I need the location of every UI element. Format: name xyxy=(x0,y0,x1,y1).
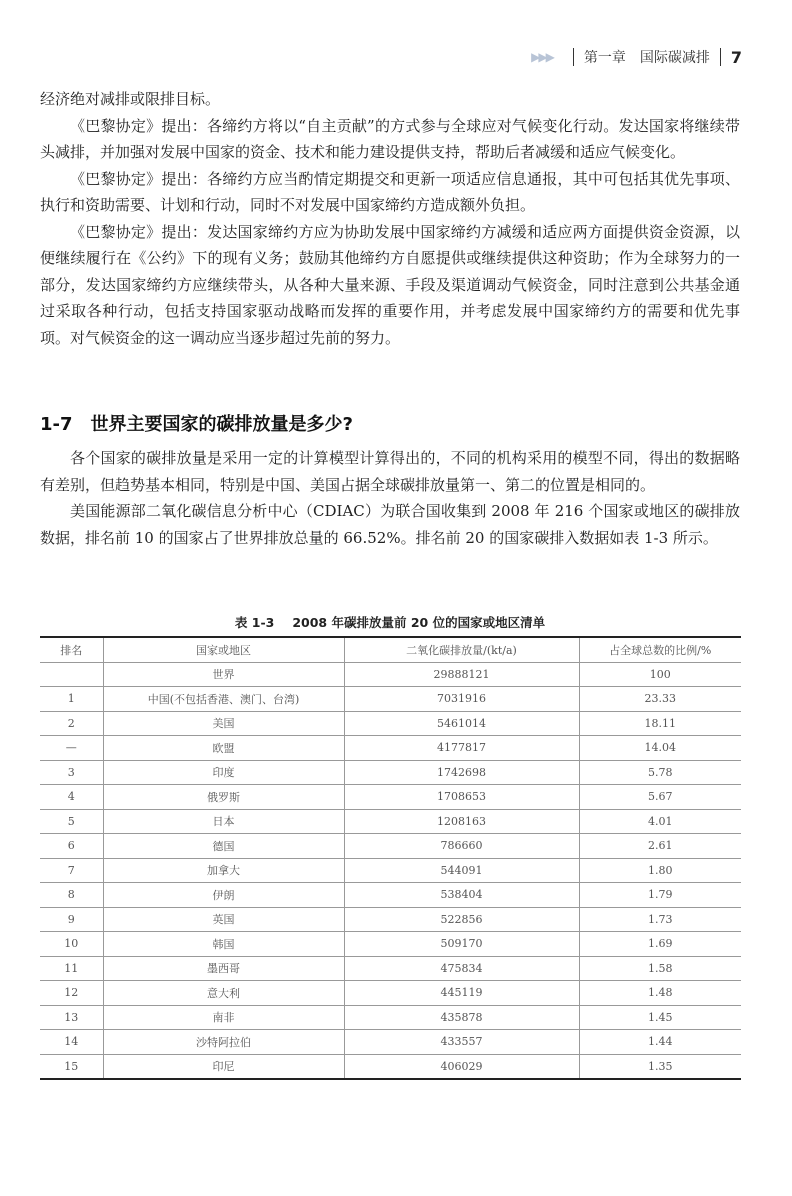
cell-emissions: 1208163 xyxy=(344,809,579,834)
cell-country: 欧盟 xyxy=(103,736,344,761)
table-row xyxy=(40,711,741,736)
cell-country: 加拿大 xyxy=(103,858,344,883)
cell-emissions: 1742698 xyxy=(344,760,579,785)
cell-country: 意大利 xyxy=(103,981,344,1006)
table-row xyxy=(40,981,741,1006)
cell-emissions: 475834 xyxy=(344,956,579,981)
paragraph: 《巴黎协定》提出：发达国家缔约方应为协助发展中国家缔约方减缓和适应两方面提供资金资源，以便继续履行在《公约》下的现有义务；鼓励其他缔约方自愿提供或继续提供这种资助；作为全球努力的一部分，发达国家缔约方应继续带头，从各种大量来源、手段及渠道调动气候资金，同时注意到公共基金通过采取各种行动，包括支持国家驱动战略而发挥的重要作用，并考虑发展中国家缔约方的需要和优先事项。对气候资金的这一调动应当逐步超过先前的努力。 xyxy=(40,222,740,347)
cell-rank xyxy=(40,662,103,687)
cell-country: 墨西哥 xyxy=(103,956,344,981)
cell-emissions: 544091 xyxy=(344,858,579,883)
cell-share: 18.11 xyxy=(579,711,741,736)
cell-rank: 14 xyxy=(40,1030,103,1055)
paragraph: 美国能源部二氧化碳信息分析中心（CDIAC）为联合国收集到 2008 年 216 个国家或地区的碳排放数据，排名前 10 的国家占了世界排放总量的 66.52%。排名前 20 的国家碳排入数据如表 1-3 所示。 xyxy=(40,502,740,547)
table-row xyxy=(40,834,741,859)
table-row xyxy=(40,1005,741,1030)
cell-share: 23.33 xyxy=(579,687,741,712)
cell-rank: 13 xyxy=(40,1005,103,1030)
table-caption-title: 2008 年碳排放量前 20 位的国家或地区清单 xyxy=(292,615,546,630)
cell-country: 日本 xyxy=(103,809,344,834)
cell-emissions: 7031916 xyxy=(344,687,579,712)
cell-rank: 6 xyxy=(40,834,103,859)
table-row xyxy=(40,809,741,834)
cell-emissions: 509170 xyxy=(344,932,579,957)
table-row xyxy=(40,662,741,687)
cell-share: 1.58 xyxy=(579,956,741,981)
table-row xyxy=(40,736,741,761)
header-country: 国家或地区 xyxy=(103,637,344,662)
cell-rank: 2 xyxy=(40,711,103,736)
cell-rank: 10 xyxy=(40,932,103,957)
table-row xyxy=(40,956,741,981)
cell-share: 5.67 xyxy=(579,785,741,810)
cell-rank: 15 xyxy=(40,1054,103,1079)
cell-share: 4.01 xyxy=(579,809,741,834)
cell-emissions: 435878 xyxy=(344,1005,579,1030)
header-rank: 排名 xyxy=(40,637,103,662)
cell-rank: 12 xyxy=(40,981,103,1006)
cell-emissions: 5461014 xyxy=(344,711,579,736)
cell-country: 南非 xyxy=(103,1005,344,1030)
cell-country: 伊朗 xyxy=(103,883,344,908)
cell-emissions: 445119 xyxy=(344,981,579,1006)
table-row xyxy=(40,932,741,957)
cell-emissions: 4177817 xyxy=(344,736,579,761)
table-row xyxy=(40,785,741,810)
table-header-row xyxy=(40,637,741,662)
cell-share: 1.79 xyxy=(579,883,741,908)
section-number: 1-7 xyxy=(40,414,73,435)
paragraph: 各个国家的碳排放量是采用一定的计算模型计算得出的，不同的机构采用的模型不同，得出的数据略有差别，但趋势基本相同，特别是中国、美国占据全球碳排放量第一、第二的位置是相同的。 xyxy=(40,449,740,494)
cell-country: 美国 xyxy=(103,711,344,736)
cell-share: 5.78 xyxy=(579,760,741,785)
arrow-decoration-icon: ▶▶▶ xyxy=(531,50,553,64)
table-caption-number: 表 1-3 xyxy=(234,615,275,630)
cell-share: 1.48 xyxy=(579,981,741,1006)
cell-share: 2.61 xyxy=(579,834,741,859)
chapter-label: 第一章 xyxy=(583,50,626,66)
cell-rank: 3 xyxy=(40,760,103,785)
cell-share: 1.44 xyxy=(579,1030,741,1055)
paragraph: 《巴黎协定》提出：各缔约方将以“自主贡献”的方式参与全球应对气候变化行动。发达国家将继续带头减排，并加强对发展中国家的资金、技术和能力建设提供支持，帮助后者减缓和适应气候变化。 xyxy=(40,116,740,161)
cell-share: 1.73 xyxy=(579,907,741,932)
table-row xyxy=(40,907,741,932)
cell-country: 世界 xyxy=(103,662,344,687)
cell-country: 印度 xyxy=(103,760,344,785)
table-row xyxy=(40,760,741,785)
header-share: 占全球总数的比例/% xyxy=(579,637,741,662)
cell-country: 英国 xyxy=(103,907,344,932)
cell-rank: — xyxy=(40,736,103,761)
cell-share: 1.35 xyxy=(579,1054,741,1079)
page-header xyxy=(40,42,742,72)
cell-rank: 1 xyxy=(40,687,103,712)
cell-rank: 8 xyxy=(40,883,103,908)
cell-country: 中国(不包括香港、澳门、台湾) xyxy=(103,687,344,712)
cell-country: 德国 xyxy=(103,834,344,859)
table-row xyxy=(40,858,741,883)
header-divider xyxy=(720,48,721,66)
paragraph: 经济绝对减排或限排目标。 xyxy=(40,90,221,108)
cell-rank: 7 xyxy=(40,858,103,883)
cell-rank: 9 xyxy=(40,907,103,932)
section-heading xyxy=(40,410,740,436)
emissions-table xyxy=(40,636,741,1080)
body-text-top xyxy=(40,86,740,351)
cell-emissions: 522856 xyxy=(344,907,579,932)
table-row xyxy=(40,687,741,712)
body-text-section xyxy=(40,445,740,551)
cell-emissions: 1708653 xyxy=(344,785,579,810)
table-row xyxy=(40,883,741,908)
cell-emissions: 433557 xyxy=(344,1030,579,1055)
cell-emissions: 786660 xyxy=(344,834,579,859)
cell-emissions: 29888121 xyxy=(344,662,579,687)
table-row xyxy=(40,1030,741,1055)
page-number: 7 xyxy=(730,47,742,67)
chapter-title: 国际碳减排 xyxy=(639,50,710,66)
header-divider xyxy=(573,48,574,66)
cell-share: 1.69 xyxy=(579,932,741,957)
cell-share: 1.45 xyxy=(579,1005,741,1030)
cell-country: 沙特阿拉伯 xyxy=(103,1030,344,1055)
table-caption xyxy=(40,613,740,631)
cell-country: 俄罗斯 xyxy=(103,785,344,810)
cell-rank: 4 xyxy=(40,785,103,810)
section-title: 世界主要国家的碳排放量是多少? xyxy=(90,414,353,435)
cell-country: 印尼 xyxy=(103,1054,344,1079)
cell-emissions: 538404 xyxy=(344,883,579,908)
table-row xyxy=(40,1054,741,1079)
cell-share: 100 xyxy=(579,662,741,687)
cell-emissions: 406029 xyxy=(344,1054,579,1079)
cell-country: 韩国 xyxy=(103,932,344,957)
cell-rank: 11 xyxy=(40,956,103,981)
paragraph: 《巴黎协定》提出：各缔约方应当酌情定期提交和更新一项适应信息通报，其中可包括其优先事项、执行和资助需要、计划和行动，同时不对发展中国家缔约方造成额外负担。 xyxy=(40,169,740,214)
cell-share: 1.80 xyxy=(579,858,741,883)
header-emissions: 二氧化碳排放量/(kt/a) xyxy=(344,637,579,662)
cell-share: 14.04 xyxy=(579,736,741,761)
cell-rank: 5 xyxy=(40,809,103,834)
